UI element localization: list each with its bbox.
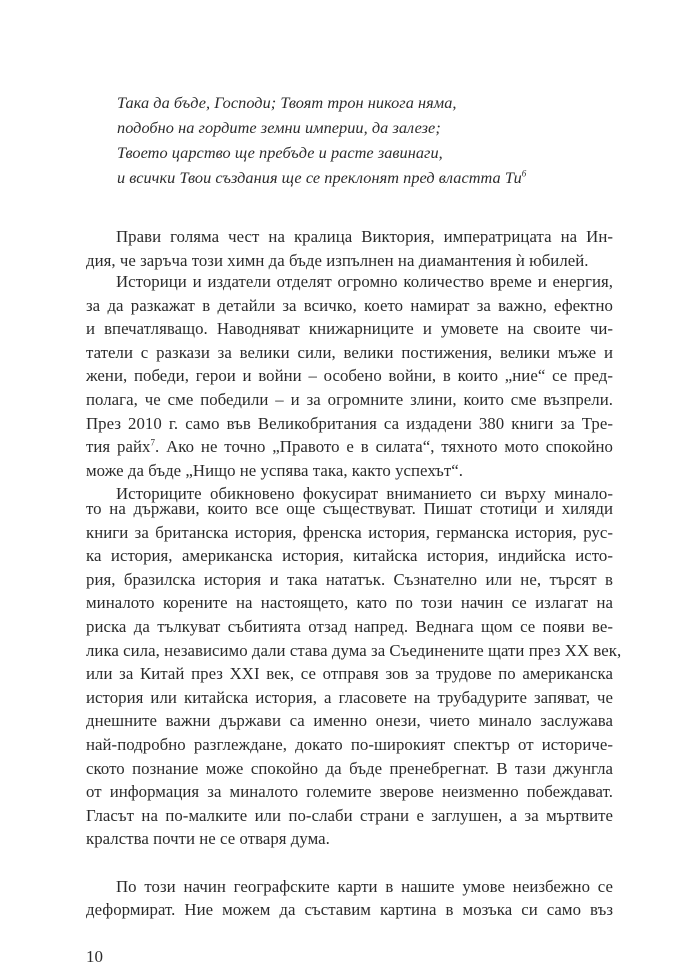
poem-line: Твоето царство ще пребъде и расте завинаги,	[117, 143, 443, 162]
paragraph-line: миналото корените на настоящето, като по този начин се излагат на	[86, 593, 613, 613]
paragraph-line: Гласът на по-малките или по-слаби страни е заглушен, а за мъртвите	[86, 805, 613, 825]
poem-line: подобно на гордите земни империи, да залезе;	[117, 118, 441, 137]
paragraph-line: ка история, американска история, китайска история, индийска исто-	[86, 546, 613, 566]
paragraph-line: история или китайска история, а гласовете на трубадурите запяват, че	[86, 687, 613, 707]
poem-line: Така да бъде, Господи; Твоят трон никога няма,	[117, 93, 457, 112]
paragraph-line: лика сила, независимо дали става дума за Съединените щати през XX век,	[86, 640, 622, 660]
paragraph-line: то на държави, които все още съществуват. Пишат стотици и хиляди	[86, 499, 613, 518]
paragraph-line: днешните важни държави са именно онези, чието минало заслужава	[86, 711, 613, 731]
poem-line	[117, 165, 597, 190]
paragraph-line: По този начин географските карти в нашите умове неизбежно се	[116, 876, 613, 896]
poem-line-text: и всички Твои създания ще се преклонят пред властта Ти	[117, 168, 522, 187]
paragraph-line: и впечатляващо. Наводняват книжарниците и умовете на своите чи-	[86, 319, 613, 339]
paragraph-line: книги за британска история, френска история, германска история, рус-	[86, 522, 613, 542]
paragraph-line: риска да тълкуват събитията отзад напред. Веднага щом се появи ве-	[86, 617, 613, 636]
paragraph-line: Прави голяма чест на кралица Виктория, императрицата на Ин-	[116, 227, 613, 246]
paragraph-line: През 2010 г. само във Великобритания са издадени 380 книги за Тре-	[86, 413, 613, 433]
paragraph-line: татели с разкази за велики сили, велики постижения, велики мъже и	[86, 342, 613, 362]
paragraph-line: рия, бразилска история и така нататък. Съзнателно или не, търсят в	[86, 569, 613, 589]
paragraph-line: жени, победи, герои и войни – особено войни, в които „ние“ се пред-	[86, 366, 613, 386]
footnote-ref: 7	[150, 437, 156, 448]
paragraph-line: кралства почти не се отваря дума.	[86, 829, 330, 849]
paragraph-line: от информация за миналото големите зверове неизменно побеждават.	[86, 782, 613, 802]
paragraph-line: или за Китай през XXI век, се отправя зов за трудове по американска	[86, 664, 613, 684]
paragraph-line: най-подробно разглеждане, докато по-широкият спектър от историче-	[86, 735, 613, 754]
line-text: тия райх	[86, 437, 151, 457]
paragraph-line: Историци и издатели отделят огромно количество време и енергия,	[116, 272, 613, 291]
poem-quote	[117, 90, 597, 190]
paragraph-line: може да бъде „Нищо не успява така, както успехът“.	[86, 460, 463, 480]
paragraph-line: дия, че заръча този химн да бъде изпълнен на диамантения ѝ юбилей.	[86, 250, 589, 270]
paragraph-line: деформират. Ние можем да съставим картина в мозъка си само въз	[86, 900, 613, 920]
footnote-ref: 6	[521, 168, 527, 179]
paragraph-line	[86, 435, 613, 459]
paragraph-line: ското познание може спокойно да бъде пренебрегнат. В тази джунгла	[86, 758, 613, 778]
line-text: . Ако не точно „Правото е в силата“, тяхното мото спокойно	[155, 437, 613, 457]
paragraph-line: полага, че сме победили – и за огромните злини, които сме възпрели.	[86, 390, 613, 409]
page-number: 10	[86, 946, 103, 966]
paragraph-line: за да разкажат в детайли за всичко, което намират за важно, ефектно	[86, 295, 613, 315]
paragraph-line: Историците обикновено фокусират вниманието си върху минало-	[116, 484, 613, 504]
